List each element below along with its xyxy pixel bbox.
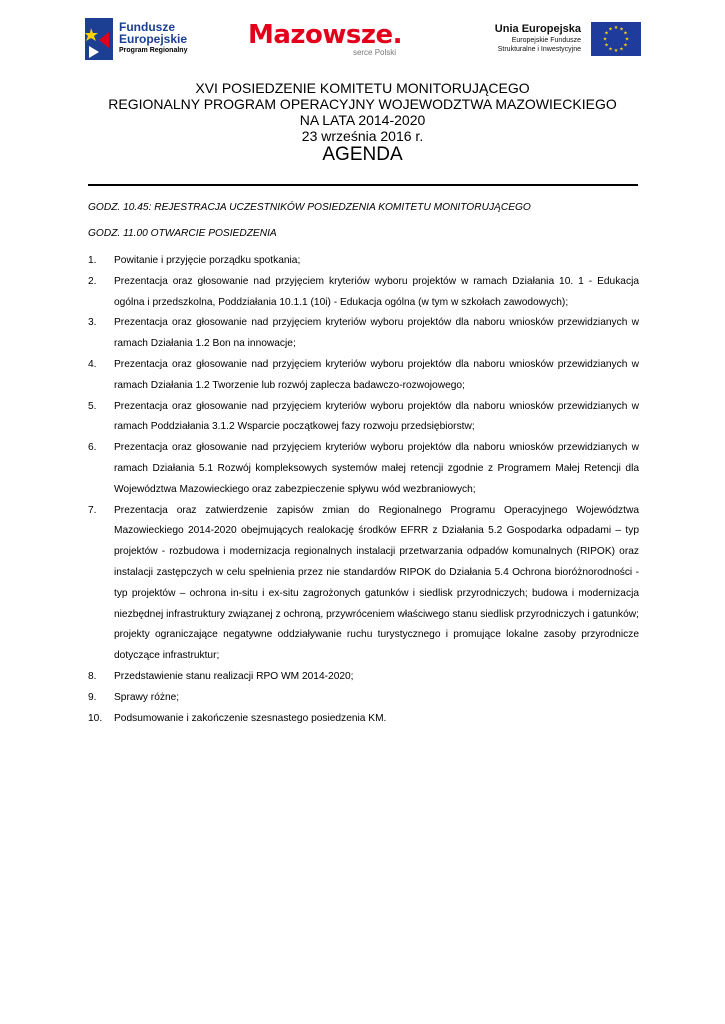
svg-text:★: ★ [602, 36, 608, 43]
svg-text:★: ★ [619, 46, 624, 53]
agenda-item-text: Prezentacja oraz głosowanie nad przyjęciem kryteriów wyboru projektów dla naboru wniosków przewidzianych w ramach Działania 1.2 Tworzenie lub rozwój zaplecza badawczo-rozwojowego; [114, 358, 639, 391]
agenda-title: AGENDA [322, 144, 403, 165]
fundusze-europejskie-logo [85, 18, 187, 60]
svg-text:★: ★ [613, 48, 619, 54]
agenda-item-number: 9. [88, 691, 97, 703]
title-line1: XVI POSIEDZENIE KOMITETU MONITORUJĄCEGO [195, 80, 530, 96]
agenda-item-text: Prezentacja oraz głosowanie nad przyjęciem kryteriów wyboru projektów w ramach Działania 10. 1 - Edukacja ogólna i przedszkolna, Poddziałania 10.1.1 (10i) - Edukacja ogólna (w tym w szkołach zawodowych); [114, 275, 639, 308]
registration-line: GODZ. 10.45: REJESTRACJA UCZESTNIKÓW POSIEDZENIA KOMITETU MONITORUJĄCEGO [88, 202, 531, 213]
agenda-item-number: 7. [88, 504, 97, 516]
agenda-item-text: Prezentacja oraz zatwierdzenie zapisów zmian do Regionalnego Programu Operacyjnego Województwa Mazowieckiego 2014-2020 obejmujących realokację środków EFRR z Działania 5.2 Gospodarka odpadami – typ projektów - rozbudowa i modernizacja regionalnych instalacji przetwarzania odpadów komunalnych (RIPOK) oraz instalacji zastępczych w celu spełnienia przez nie standardów RIPOK do Działania 5.4 Ochrona bioróżnorodności - typ projektów – ochrona in-situ i ex-situ zagrożonych gatunków i siedlisk przyrodniczych; budowa i modernizacja niezbędnej infrastruktury związanej z ochroną, przywróceniem właściwego stanu siedlisk przyrodniczych i gatunków; projekty ograniczające negatywne oddziaływanie ruchu turystycznego i promujące lokalne zasoby przyrodnicze dotyczące infrastruktur; [114, 504, 639, 662]
agenda-item-number: 5. [88, 400, 97, 412]
agenda-item [88, 272, 639, 314]
agenda-item-number: 2. [88, 275, 97, 287]
svg-text:★: ★ [604, 42, 609, 49]
agenda-item-number: 8. [88, 670, 97, 682]
agenda-item-number: 6. [88, 442, 97, 454]
agenda-item [88, 501, 639, 667]
agenda-item [88, 251, 639, 272]
agenda-item-text: Prezentacja oraz głosowanie nad przyjęciem kryteriów wyboru projektów dla naboru wniosków przewidzianych w ramach Działania 1.2 Bon na innowacje; [114, 317, 639, 350]
agenda-item [88, 688, 639, 709]
agenda-list [88, 251, 639, 729]
meeting-date: 23 września 2016 r. [301, 128, 424, 144]
unia-europejska-logo [495, 22, 641, 56]
agenda-item-text: Powitanie i przyjęcie porządku spotkania; [114, 255, 301, 266]
agenda-item-text: Przedstawienie stanu realizacji RPO WM 2014-2020; [114, 670, 354, 682]
heading-divider [88, 184, 638, 186]
agenda-item-text: Prezentacja oraz głosowanie nad przyjęciem kryteriów wyboru projektów dla naboru wniosków przewidzianych w ramach Działania 5.1 Rozwój kompleksowych systemów małej retencji zgodnie z Programem Małej Retencji dla Województwa Mazowieckiego oraz zabezpieczenie spływu wód wezbraniowych; [114, 442, 639, 495]
svg-text:★: ★ [623, 30, 628, 37]
title-line2: REGIONALNY PROGRAM OPERACYJNY WOJEWODZTWA MAZOWIECKIEGO [108, 96, 617, 112]
mazowsze-tagline: serce Polski [352, 48, 397, 57]
agenda-item-text: Podsumowanie i zakończenie szesnastego posiedzenia KM. [114, 712, 387, 724]
agenda-item [88, 313, 639, 355]
opening-line: GODZ. 11.00 OTWARCIE POSIEDZENIA [88, 228, 277, 239]
fundusze-europejskie-mark [85, 18, 113, 60]
svg-text:★: ★ [604, 30, 609, 37]
svg-text:★: ★ [619, 26, 624, 33]
fe-line2: Europejskie [119, 32, 188, 46]
agenda-item [88, 397, 639, 439]
svg-text:★: ★ [623, 42, 628, 49]
fe-line1: Fundusze [119, 20, 175, 34]
agenda-item-text: Sprawy różne; [114, 691, 180, 703]
agenda-item-text: Prezentacja oraz głosowanie nad przyjęciem kryteriów wyboru projektów dla naboru wniosków przewidzianych w ramach Poddziałania 3.1.2 Wsparcie początkowej fazy rozwoju przedsiębiorstw; [114, 400, 639, 433]
logo-bar [85, 14, 641, 66]
fe-line3: Program Regionalny [119, 47, 188, 54]
agenda-item [88, 438, 639, 500]
svg-text:★: ★ [613, 25, 619, 31]
ue-line3: Strukturalne i Inwestycyjne [497, 46, 581, 53]
svg-text:★: ★ [624, 36, 630, 43]
document-heading [0, 80, 725, 166]
svg-text:★: ★ [608, 46, 613, 53]
agenda-item [88, 355, 639, 397]
agenda-item-number: 4. [88, 358, 97, 370]
eu-flag-icon [591, 22, 641, 56]
title-line3: NA LATA 2014-2020 [299, 112, 426, 128]
ue-line2: Europejskie Fundusze [511, 37, 581, 44]
mazowsze-logo [248, 20, 402, 57]
agenda-item-number: 10. [88, 712, 103, 724]
agenda-item-number: 3. [88, 317, 97, 329]
agenda-item [88, 667, 639, 688]
agenda-item [88, 709, 639, 730]
agenda-item-number: 1. [88, 255, 97, 266]
ue-line1: Unia Europejska [494, 23, 581, 35]
mazowsze-wordmark: Mazowsze. [248, 20, 403, 50]
svg-text:★: ★ [608, 26, 613, 33]
